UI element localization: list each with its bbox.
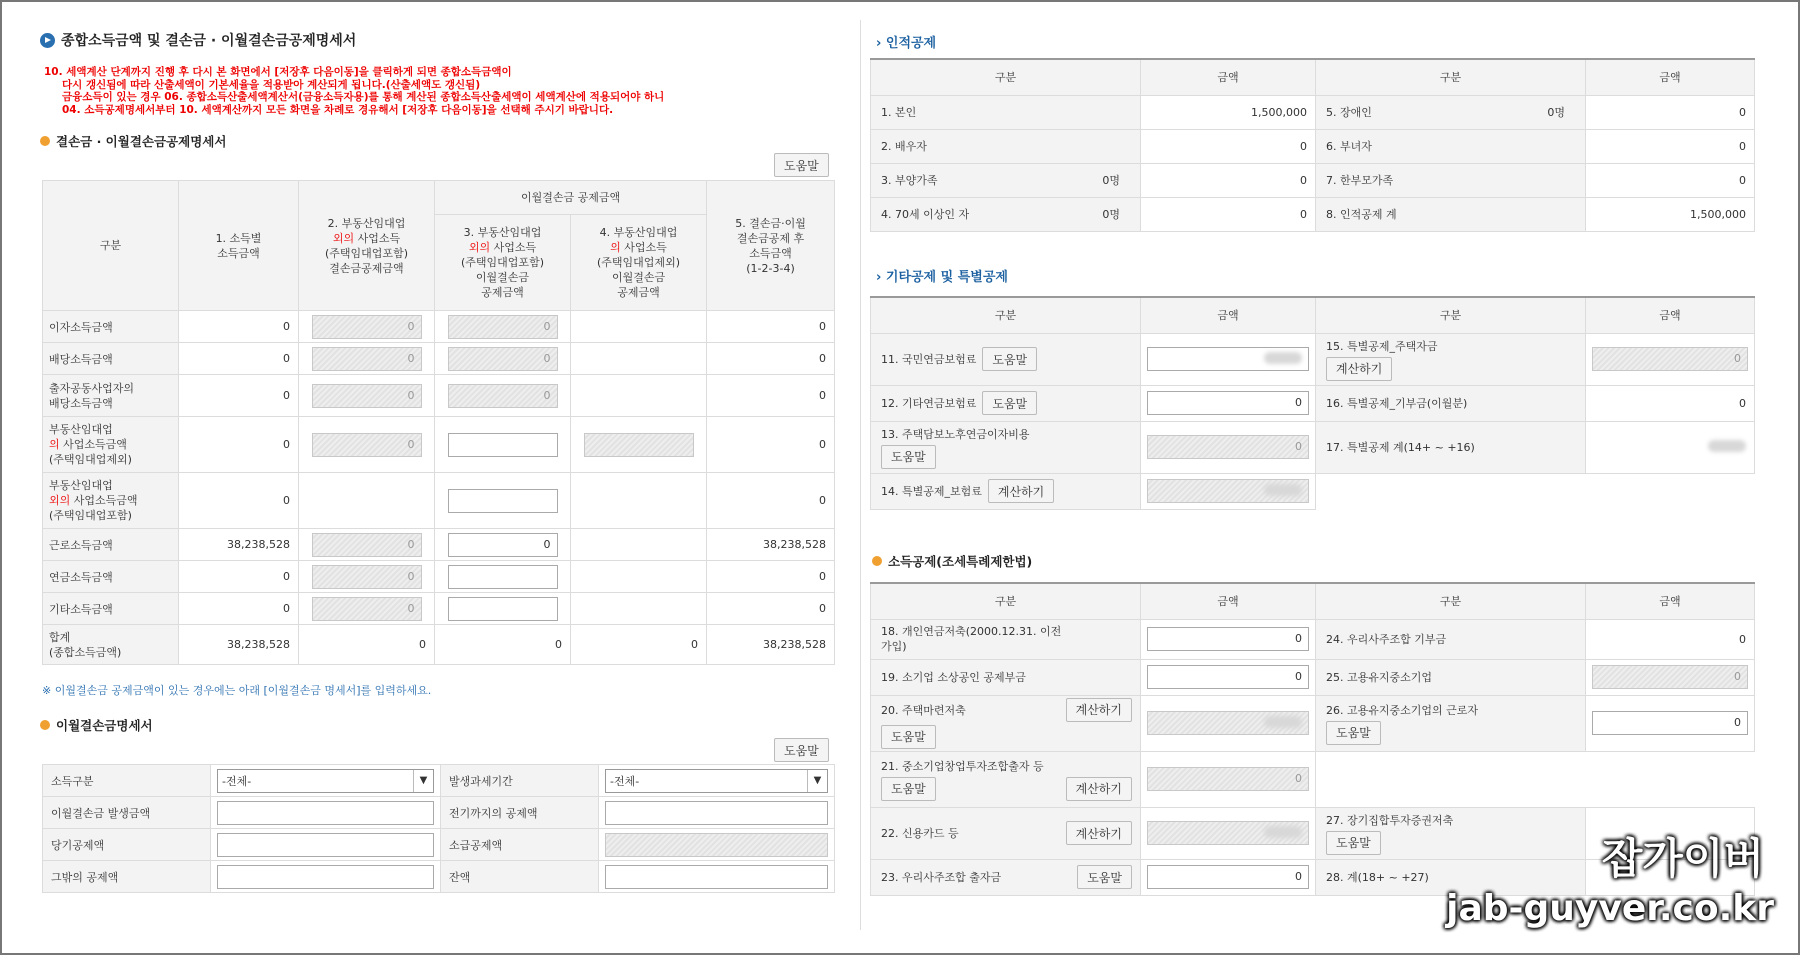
cell: 0 xyxy=(179,343,299,375)
help-button[interactable]: 도움말 xyxy=(982,391,1037,415)
disabled-field xyxy=(1147,821,1309,845)
help-button[interactable]: 도움말 xyxy=(881,777,936,801)
bullet-icon xyxy=(40,136,50,146)
col-gubun: 구분 xyxy=(43,181,179,311)
cell: 0 xyxy=(179,375,299,417)
disabled-field: 0 xyxy=(448,384,558,408)
col-amount: 금액 xyxy=(1141,297,1316,333)
retro-deduct-field xyxy=(605,833,828,857)
blurred-value xyxy=(1264,484,1302,496)
col-amount: 금액 xyxy=(1586,59,1755,95)
row-label: 배당소득금액 xyxy=(43,343,179,375)
table-row xyxy=(43,311,835,343)
national-pension-input[interactable] xyxy=(1147,347,1309,371)
table-row: 21. 중소기업창업투자조합출자 등 도움말 계산하기 0 xyxy=(871,751,1755,807)
bullet-icon xyxy=(40,720,50,730)
cell: 1,500,000 xyxy=(1141,95,1316,129)
carryover-table xyxy=(42,764,835,893)
table-row: 4. 70세 이상인 자 0명 0 8. 인적공제 계 1,500,000 xyxy=(871,197,1755,231)
cell: 0 xyxy=(707,343,835,375)
cell: 38,238,528 xyxy=(179,625,299,665)
section-title-other: › 기타공제 및 특별공제 xyxy=(876,270,1008,285)
disabled-field: 0 xyxy=(312,565,422,589)
table-row xyxy=(43,343,835,375)
table-row: 2. 배우자 0 6. 부녀자 0 xyxy=(871,129,1755,163)
row-label: 16. 특별공제_기부금(이월분) xyxy=(1316,385,1586,421)
warning-line: 04. 소득공제명세서부터 10. 세액계산까지 모든 화면을 차례로 경유해서 [저장후 다음이동]을 선택해 주시기 바랍니다. xyxy=(62,103,614,116)
cell: 0 xyxy=(1586,129,1755,163)
table-row xyxy=(43,593,835,625)
table-row: 13. 주택담보노후연금이자비용 도움말 0 17. 특별공제 계(14+ ~ +16) xyxy=(871,421,1755,473)
field-label: 발생과세기간 xyxy=(441,765,599,797)
disabled-field: 0 xyxy=(1147,767,1309,791)
chevron-down-icon: ▼ xyxy=(807,770,827,792)
col-amount: 금액 xyxy=(1141,583,1316,619)
row-label: 18. 개인연금저축(2000.12.31. 이전 가입) xyxy=(871,619,1141,659)
income-type-select[interactable]: -전체- ▼ xyxy=(217,769,434,793)
carry-amount-input[interactable] xyxy=(448,565,558,589)
page-title: 종합소득금액 및 결손금 · 이월결손금공제명세서 xyxy=(40,30,356,50)
table-row xyxy=(43,529,835,561)
cell: 1,500,000 xyxy=(1586,197,1755,231)
help-button[interactable]: 도움말 xyxy=(1326,721,1381,745)
blurred-value xyxy=(1708,440,1746,452)
table-row xyxy=(871,619,1755,659)
blurred-value xyxy=(1264,352,1302,364)
row-label: 17. 특별공제 계(14+ ~ +16) xyxy=(1316,421,1586,473)
row-label: 이자소득금액 xyxy=(43,311,179,343)
table-row: 12. 기타연금보험료 도움말 0 16. 특별공제_기부금(이월분) 0 xyxy=(871,385,1755,421)
cell: 0 xyxy=(707,561,835,593)
watermark-title: 잡가이버 xyxy=(1601,834,1764,883)
disabled-field: 0 xyxy=(448,347,558,371)
circle-arrow-icon xyxy=(40,33,55,48)
help-button[interactable]: 도움말 xyxy=(881,445,936,469)
row-label: 28. 계(18+ ~ +27) xyxy=(1316,859,1586,895)
cell: 0 xyxy=(707,417,835,473)
cell: 0 xyxy=(179,593,299,625)
help-button[interactable]: 도움말 xyxy=(774,153,829,177)
help-button[interactable]: 도움말 xyxy=(1326,831,1381,855)
table-row: 1. 본인 1,500,000 5. 장애인 0명 0 xyxy=(871,95,1755,129)
cell: 0 xyxy=(179,311,299,343)
table-row xyxy=(43,561,835,593)
field-label: 전기까지의 공제액 xyxy=(441,797,599,829)
cell: 0 xyxy=(1586,163,1755,197)
period-select[interactable]: -전체- ▼ xyxy=(605,769,828,793)
calc-button[interactable]: 계산하기 xyxy=(1066,821,1132,845)
cell: 0 xyxy=(179,561,299,593)
field-label: 이월결손금 발생금액 xyxy=(43,797,211,829)
warning-line: 10. 세액계산 단계까지 진행 후 다시 본 화면에서 [저장후 다음이동]을 클릭하게 되면 종합소득금액이 xyxy=(44,66,512,78)
bullet-icon xyxy=(872,556,882,566)
cell: 0 xyxy=(1586,95,1755,129)
col-gubun: 구분 xyxy=(1316,297,1586,333)
table-row: 22. 신용카드 등 계산하기 27. 장기집합투자증권저축 도움말 xyxy=(871,807,1755,859)
row-label: 근로소득금액 xyxy=(43,529,179,561)
cell: 0 xyxy=(707,311,835,343)
employment-keep-input[interactable]: 0 xyxy=(1592,711,1748,735)
cell: 0 xyxy=(707,593,835,625)
disabled-field: 0 xyxy=(1592,665,1748,689)
deficit-table xyxy=(42,180,835,665)
row-label: 25. 고용유지중소기업 xyxy=(1316,659,1586,695)
col-gubun: 구분 xyxy=(871,583,1141,619)
col-group-carryover: 이월결손금 공제금액 xyxy=(435,181,707,215)
cell: 38,238,528 xyxy=(707,625,835,665)
cell: 0 xyxy=(571,625,707,665)
disabled-field xyxy=(1147,479,1309,503)
field-label: 소득구분 xyxy=(43,765,211,797)
col-after-deduct: 5. 결손금·이월 결손금공제 후 소득금액 (1-2-3-4) xyxy=(707,181,835,311)
carry-amount-input[interactable] xyxy=(448,597,558,621)
table-row: 23. 우리사주조합 출자금 도움말 0 28. 계(18+ ~ +27) xyxy=(871,859,1755,895)
row-label: 연금소득금액 xyxy=(43,561,179,593)
col-amount: 금액 xyxy=(1586,297,1755,333)
disabled-field: 0 xyxy=(312,597,422,621)
table-row xyxy=(871,659,1755,695)
section-title-carryover: 이월결손금명세서 xyxy=(40,716,153,734)
cell: 0 xyxy=(179,417,299,473)
small-business-input[interactable]: 0 xyxy=(1147,665,1309,689)
prev-deduct-input[interactable] xyxy=(605,801,828,825)
calc-button[interactable]: 계산하기 xyxy=(1066,777,1132,801)
help-button[interactable]: 도움말 xyxy=(774,738,829,762)
field-label: 잔액 xyxy=(441,861,599,893)
cell: 0 xyxy=(1141,129,1316,163)
row-label: 부동산임대업 의 사업소득금액 (주택임대업제외) xyxy=(43,417,179,473)
section-title-deficit: 결손금 · 이월결손금공제명세서 xyxy=(40,132,226,150)
personal-deduction-table xyxy=(870,58,1755,232)
warning-line: 다시 갱신됨에 따라 산출세액이 기본세율을 적용받아 계산되게 됩니다.(산출세액도 갱신됨) xyxy=(62,78,481,91)
table-row: 20. 주택마련저축 계산하기 도움말 26. 고용유지중소기업의 근로자 도움말 0 xyxy=(871,695,1755,751)
chevron-down-icon: ▼ xyxy=(413,770,433,792)
blurred-value xyxy=(1264,716,1302,728)
carry-amount-input[interactable]: 0 xyxy=(448,533,558,557)
col-carry-4: 4. 부동산임대업 의 사업소득 (주택임대업제외) 이월결손금 공제금액 xyxy=(571,215,707,311)
current-deduct-input[interactable] xyxy=(217,833,434,857)
disabled-field: 0 xyxy=(312,347,422,371)
disabled-field: 0 xyxy=(448,315,558,339)
table-row xyxy=(43,473,835,529)
warning-notice xyxy=(44,66,834,116)
occur-amount-input[interactable] xyxy=(217,801,434,825)
section-title-personal: › 인적공제 xyxy=(876,36,937,51)
col-income: 1. 소득별 소득금액 xyxy=(179,181,299,311)
warning-line: 금융소득이 있는 경우 06. 종합소득산출세액계산서(금융소득자용)를 통해 계산된 종합소득산출세액이 세액계산에 적용되어야 하니 xyxy=(62,91,665,103)
other-pension-input[interactable]: 0 xyxy=(1147,391,1309,415)
table-row: 14. 특별공제_보험료 계산하기 xyxy=(871,473,1755,509)
blurred-value xyxy=(1264,826,1302,838)
other-deduction-table xyxy=(870,296,1755,510)
personal-pension-input[interactable]: 0 xyxy=(1147,627,1309,651)
col-gubun: 구분 xyxy=(1316,583,1586,619)
table-row xyxy=(43,375,835,417)
esop-contribution-input[interactable]: 0 xyxy=(1147,865,1309,889)
cell: 0 xyxy=(707,375,835,417)
col-deficit-deduct: 2. 부동산임대업 외의 사업소득 (주택임대업포함) 결손금공제금액 xyxy=(299,181,435,311)
calc-button[interactable]: 계산하기 xyxy=(1326,357,1392,381)
row-label: 부동산임대업 외의 사업소득금액 (주택임대업포함) xyxy=(43,473,179,529)
help-button[interactable]: 도움말 xyxy=(982,347,1037,371)
section-title-income: 소득공제(조세특례제한법) xyxy=(872,552,1032,570)
help-button[interactable]: 도움말 xyxy=(1077,865,1132,889)
field-label: 그밖의 공제액 xyxy=(43,861,211,893)
disabled-field: 0 xyxy=(312,533,422,557)
cell: 0 xyxy=(179,473,299,529)
calc-button[interactable]: 계산하기 xyxy=(1066,698,1132,722)
table-row: 11. 국민연금보험료 도움말 15. 특별공제_주택자금 계산하기 0 xyxy=(871,333,1755,385)
carryover-note: ※ 이월결손금 공제금액이 있는 경우에는 아래 [이월결손금 명세서]를 입력하세요. xyxy=(42,684,432,697)
cell: 38,238,528 xyxy=(179,529,299,561)
help-button[interactable]: 도움말 xyxy=(881,725,936,749)
field-label: 당기공제액 xyxy=(43,829,211,861)
col-amount: 금액 xyxy=(1586,583,1755,619)
table-row-total xyxy=(43,625,835,665)
cell: 0 xyxy=(1141,197,1316,231)
cell: 38,238,528 xyxy=(707,529,835,561)
carry-amount-input[interactable] xyxy=(448,489,558,513)
calc-button[interactable]: 계산하기 xyxy=(988,479,1054,503)
col-amount: 금액 xyxy=(1141,59,1316,95)
disabled-field: 0 xyxy=(312,315,422,339)
col-gubun: 구분 xyxy=(1316,59,1586,95)
disabled-field: 0 xyxy=(1592,347,1748,371)
field-label: 소급공제액 xyxy=(441,829,599,861)
watermark-url: jab-guyver.co.kr xyxy=(1446,888,1774,929)
carry-amount-input[interactable] xyxy=(448,433,558,457)
row-label: 출자공동사업자의 배당소득금액 xyxy=(43,375,179,417)
cell: 0 xyxy=(1141,163,1316,197)
cell: 0 xyxy=(1586,619,1755,659)
disabled-field: 0 xyxy=(1147,435,1309,459)
disabled-field xyxy=(584,433,694,457)
disabled-field: 0 xyxy=(312,433,422,457)
cell: 0 xyxy=(299,625,435,665)
col-carry-3: 3. 부동산임대업 외의 사업소득 (주택임대업포함) 이월결손금 공제금액 xyxy=(435,215,571,311)
row-label: 24. 우리사주조합 기부금 xyxy=(1316,619,1586,659)
col-gubun: 구분 xyxy=(871,59,1141,95)
row-label: 합계 (종합소득금액) xyxy=(43,625,179,665)
cell: 0 xyxy=(435,625,571,665)
disabled-field: 0 xyxy=(312,384,422,408)
table-row xyxy=(43,417,835,473)
row-label: 기타소득금액 xyxy=(43,593,179,625)
table-row: 3. 부양가족 0명 0 7. 한부모가족 0 xyxy=(871,163,1755,197)
cell: 0 xyxy=(1586,385,1755,421)
balance-input[interactable] xyxy=(605,865,828,889)
row-label: 19. 소기업 소상공인 공제부금 xyxy=(871,659,1141,695)
panel-divider xyxy=(860,20,861,930)
disabled-field xyxy=(1147,711,1309,735)
col-gubun: 구분 xyxy=(871,297,1141,333)
other-deduct-input[interactable] xyxy=(217,865,434,889)
cell: 0 xyxy=(707,473,835,529)
